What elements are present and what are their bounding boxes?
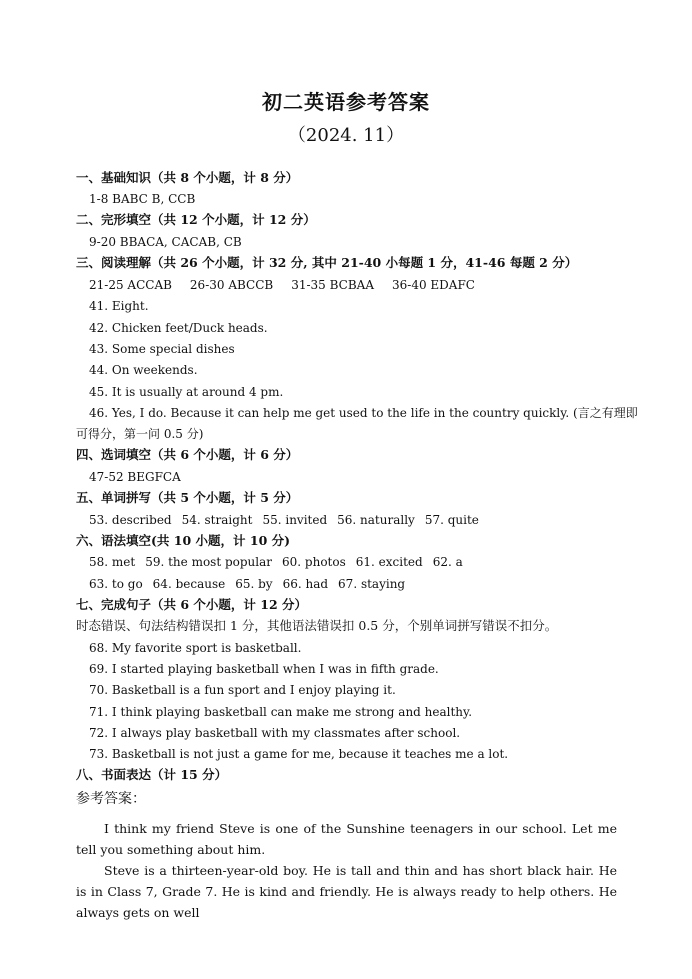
answer-group: 36-40 EDAFC: [392, 278, 475, 292]
section-7-rule: 时态错误、句法结构错误扣 1 分，其他语法错误扣 0.5 分，个别单词拼写错误不扣分。: [76, 618, 558, 633]
answer-item: 62. a: [432, 555, 463, 569]
section-4-heading: 四、选词填空（共 6 个小题，计 6 分）: [76, 447, 299, 462]
answer-item: 58. met: [89, 555, 136, 569]
answer-42: 42. Chicken feet/Duck heads.: [89, 321, 268, 335]
answer-group: 21-25 ACCAB: [89, 278, 172, 292]
answer-item: 57. quite: [424, 513, 479, 527]
answer-44: 44. On weekends.: [89, 363, 198, 377]
answer-group: 26-30 ABCCB: [189, 278, 274, 292]
answer-68: 68. My favorite sport is basketball.: [89, 641, 302, 655]
answer-item: 56. naturally: [337, 513, 415, 527]
section-1-answer: 1-8 BABC B, CCB: [89, 192, 196, 206]
essay-paragraph-2: Steve is a thirteen-year-old boy. He is tall and thin and has short black hair. He is in Class 7, Grade 7. He is kind and friendly. He is always ready to help others. He always gets on well: [76, 863, 617, 920]
section-7-heading: 七、完成句子（共 6 个小题，计 12 分）: [76, 597, 308, 612]
section-3-heading: 三、阅读理解（共 26 个小题，计 32 分, 其中 21-40 小每题 1 分，41-46 每题 2 分）: [76, 255, 578, 270]
section-1-heading: 一、基础知识（共 8 个小题，计 8 分）: [76, 170, 299, 185]
document-date: （2024. 11）: [287, 125, 405, 146]
answer-item: 59. the most popular: [145, 555, 273, 569]
answer-46-continued: 可得分，第一问 0.5 分): [76, 427, 204, 441]
section-6-row-2: [89, 576, 405, 592]
section-2-answer: 9-20 BBACA, CACAB, CB: [89, 235, 242, 249]
page-title: 初二英语参考答案: [262, 90, 430, 114]
section-2-heading: 二、完形填空（共 12 个小题，计 12 分）: [76, 212, 316, 227]
section-6-heading: 六、语法填空(共 10 小题，计 10 分): [76, 533, 291, 548]
answer-item: 64. because: [152, 577, 226, 591]
answer-item: 61. excited: [355, 555, 423, 569]
answer-46: 46. Yes, I do. Because it can help me get used to the life in the country quickly. (言之有理即: [89, 406, 638, 420]
answer-item: 53. described: [89, 513, 172, 527]
answer-item: 63. to go: [89, 577, 143, 591]
answer-item: 54. straight: [181, 513, 253, 527]
answer-41: 41. Eight.: [89, 299, 149, 313]
answer-70: 70. Basketball is a fun sport and I enjoy playing it.: [89, 683, 396, 697]
answer-71: 71. I think playing basketball can make me strong and healthy.: [89, 705, 473, 719]
answer-45: 45. It is usually at around 4 pm.: [89, 385, 284, 399]
answer-item: 66. had: [282, 577, 329, 591]
section-6-row-1: [89, 554, 463, 570]
section-8-heading: 八、书面表达（计 15 分）: [76, 767, 228, 782]
section-3-groups: [89, 277, 475, 293]
answer-69: 69. I started playing basketball when I was in fifth grade.: [89, 662, 439, 676]
reference-answer-label: 参考答案：: [76, 791, 146, 807]
section-4-answer: 47-52 BEGFCA: [89, 470, 181, 484]
answer-item: 65. by: [235, 577, 273, 591]
essay-paragraph-1: I think my friend Steve is one of the Sunshine teenagers in our school. Let me tell you something about him.: [76, 821, 617, 857]
answer-43: 43. Some special dishes: [89, 342, 235, 356]
section-5-heading: 五、单词拼写（共 5 个小题，计 5 分）: [76, 490, 299, 505]
answer-item: 55. invited: [262, 513, 328, 527]
answer-group: 31-35 BCBAA: [291, 278, 374, 292]
answer-72: 72. I always play basketball with my classmates after school.: [89, 726, 461, 740]
answer-item: 60. photos: [282, 555, 346, 569]
section-5-answers: [89, 512, 479, 528]
answer-item: 67. staying: [338, 577, 406, 591]
answer-73: 73. Basketball is not just a game for me, because it teaches me a lot.: [89, 747, 509, 761]
